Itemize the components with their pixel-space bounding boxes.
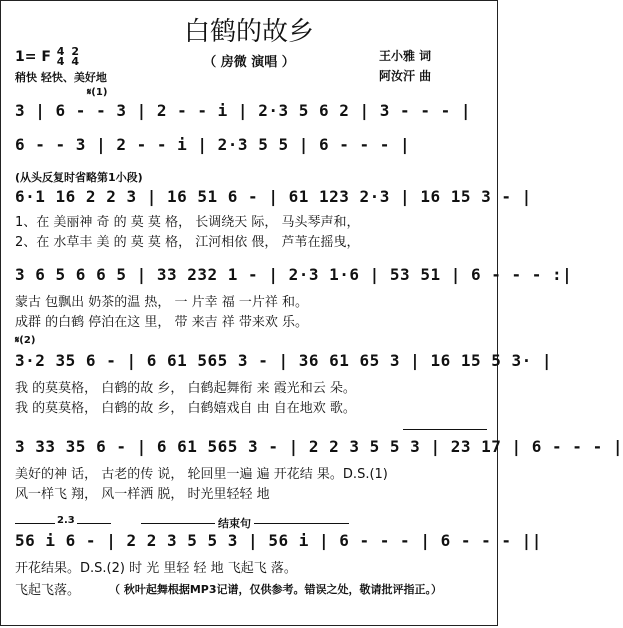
lyric-row-6a: 美好的神 话， 古老的传 说， 轮回里一遍 遍 开花结 果。D.S.(1): [15, 467, 388, 482]
score-row-6: 3 33 35 6 - | 6 61 565 3 - | 2 2 3 5 5 3 | 23 17 | 6 - - - |: [15, 437, 623, 456]
tempo-marking: 稍快 轻快、美好地: [15, 71, 107, 84]
score-row-4: 3 6 5 6 6 5 | 33 232 1 - | 2·3 1·6 | 53 51 | 6 - - - :|: [15, 265, 573, 284]
volta-bracket-1: [403, 429, 487, 430]
segno-2: 𝄋(2): [15, 335, 36, 346]
lyric-row-7b: 飞起飞落。: [15, 583, 81, 598]
key-signature: [15, 47, 80, 67]
score-row-7: 56 i 6 - | 2 2 3 5 5 3 | 56 i | 6 - - - | 6 - - - ||: [15, 531, 542, 550]
score-row-2: 6 - - 3 | 2 - - i | 2·3 5 5 | 6 - - - |: [15, 135, 411, 154]
key-label: 1= F: [15, 49, 51, 65]
lyric-row-4a: 蒙古 包飘出 奶茶的温 热， 一 片幸 福 一片祥 和。: [15, 295, 309, 310]
time-signature-1: 4 4: [56, 45, 65, 68]
singer-credit: （ 房微 演唱 ）: [203, 55, 295, 70]
lyric-row-5b: 我 的莫莫格， 白鹤的故 乡， 白鹤嬉戏自 由 自在地欢 歌。: [15, 401, 356, 416]
lyric-row-4b: 成群 的白鹤 停泊在这 里， 带 来吉 祥 带来欢 乐。: [15, 315, 309, 330]
score-row-5: 3·2 35 6 - | 6 61 565 3 - | 36 61 65 3 | 16 15 5 3· |: [15, 351, 553, 370]
score-row-3: 6·1 16 2 2 3 | 16 51 6 - | 61 123 2·3 | 16 15 3 - |: [15, 187, 532, 206]
ending-23-label: 2.3: [57, 515, 75, 526]
repeat-note: (从头反复时省略第1小段): [15, 171, 143, 184]
time-signature-2: 2 4: [71, 45, 79, 68]
score-row-1: 3 | 6 - - 3 | 2 - - i | 2·3 5 6 2 | 3 - - - |: [15, 101, 471, 120]
ending-section-label: 结束句: [215, 515, 254, 531]
lyricist: 王小雅 词: [379, 49, 432, 63]
segno-1: 𝄋(1): [87, 87, 108, 98]
composer: 阿汝汗 曲: [379, 69, 432, 83]
lyric-row-3b: 2、在 水草丰 美 的 莫 莫 格， 江河相依 偎， 芦苇在摇曳，: [15, 235, 360, 250]
lyric-row-5a: 我 的莫莫格， 白鹤的故 乡， 白鹤起舞衔 来 霞光和云 朵。: [15, 381, 356, 396]
lyric-row-7a: 开花结果。D.S.(2) 时 光 里轻 轻 地 飞起飞 落。: [15, 561, 297, 576]
lyric-row-6b: 风一样飞 翔， 风一样洒 脱， 时光里轻轻 地: [15, 487, 270, 502]
lyric-row-3a: 1、在 美丽神 奇 的 莫 莫 格， 长调绕天 际， 马头琴声和，: [15, 215, 360, 230]
song-title: 白鹤的故乡: [183, 17, 314, 47]
transcription-note: （ 秋叶起舞根据MP3记谱，仅供参考。错误之处，敬请批评指正。）: [109, 583, 442, 596]
